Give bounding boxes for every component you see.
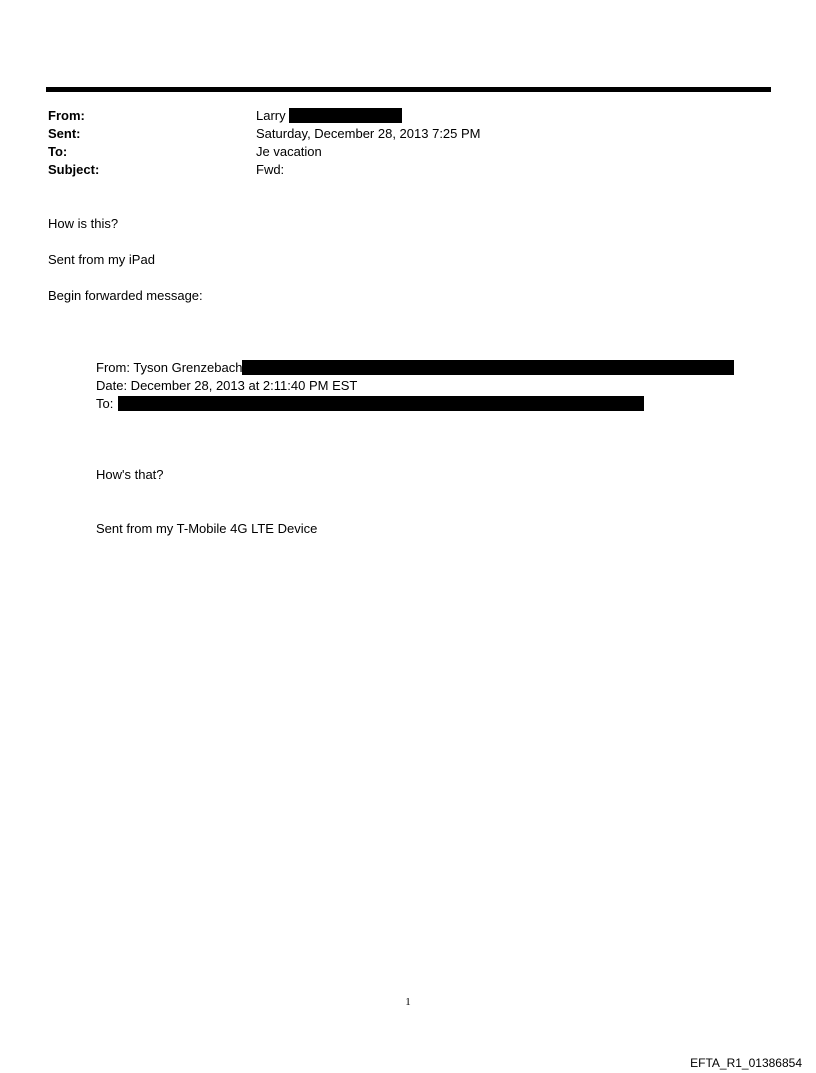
subject-value: Fwd: bbox=[256, 162, 285, 177]
sent-label: Sent: bbox=[48, 126, 81, 141]
body-line-sent-from-ipad: Sent from my iPad bbox=[48, 252, 155, 267]
sent-value: Saturday, December 28, 2013 7:25 PM bbox=[256, 126, 481, 141]
document-id: EFTA_R1_01386854 bbox=[690, 1056, 802, 1070]
header-sent-row bbox=[48, 125, 481, 143]
redaction-block bbox=[118, 396, 644, 411]
header-from-row bbox=[48, 107, 402, 125]
from-value: Larry bbox=[256, 108, 286, 123]
redaction-block bbox=[242, 360, 734, 375]
header-subject-row bbox=[48, 161, 284, 179]
page-number: 1 bbox=[405, 996, 411, 1008]
redaction-block bbox=[289, 108, 402, 123]
subject-label: Subject: bbox=[48, 162, 100, 177]
from-label: From: bbox=[48, 108, 85, 123]
header-to-row bbox=[48, 143, 322, 161]
body-line-begin-forwarded: Begin forwarded message: bbox=[48, 288, 203, 303]
forwarded-signature: Sent from my T-Mobile 4G LTE Device bbox=[96, 521, 318, 536]
to-value: Je vacation bbox=[256, 144, 322, 159]
forwarded-from-row bbox=[96, 359, 734, 377]
forwarded-to-row bbox=[96, 395, 644, 413]
to-label: To: bbox=[48, 144, 68, 159]
forwarded-from-text: From: Tyson Grenzebach bbox=[96, 360, 243, 375]
forwarded-date-row: Date: December 28, 2013 at 2:11:40 PM EST bbox=[96, 378, 358, 393]
forwarded-to-text: To: bbox=[96, 396, 114, 411]
forwarded-message: How's that? bbox=[96, 467, 164, 482]
header-divider-rule bbox=[46, 87, 771, 92]
body-line-how-is-this: How is this? bbox=[48, 216, 119, 231]
